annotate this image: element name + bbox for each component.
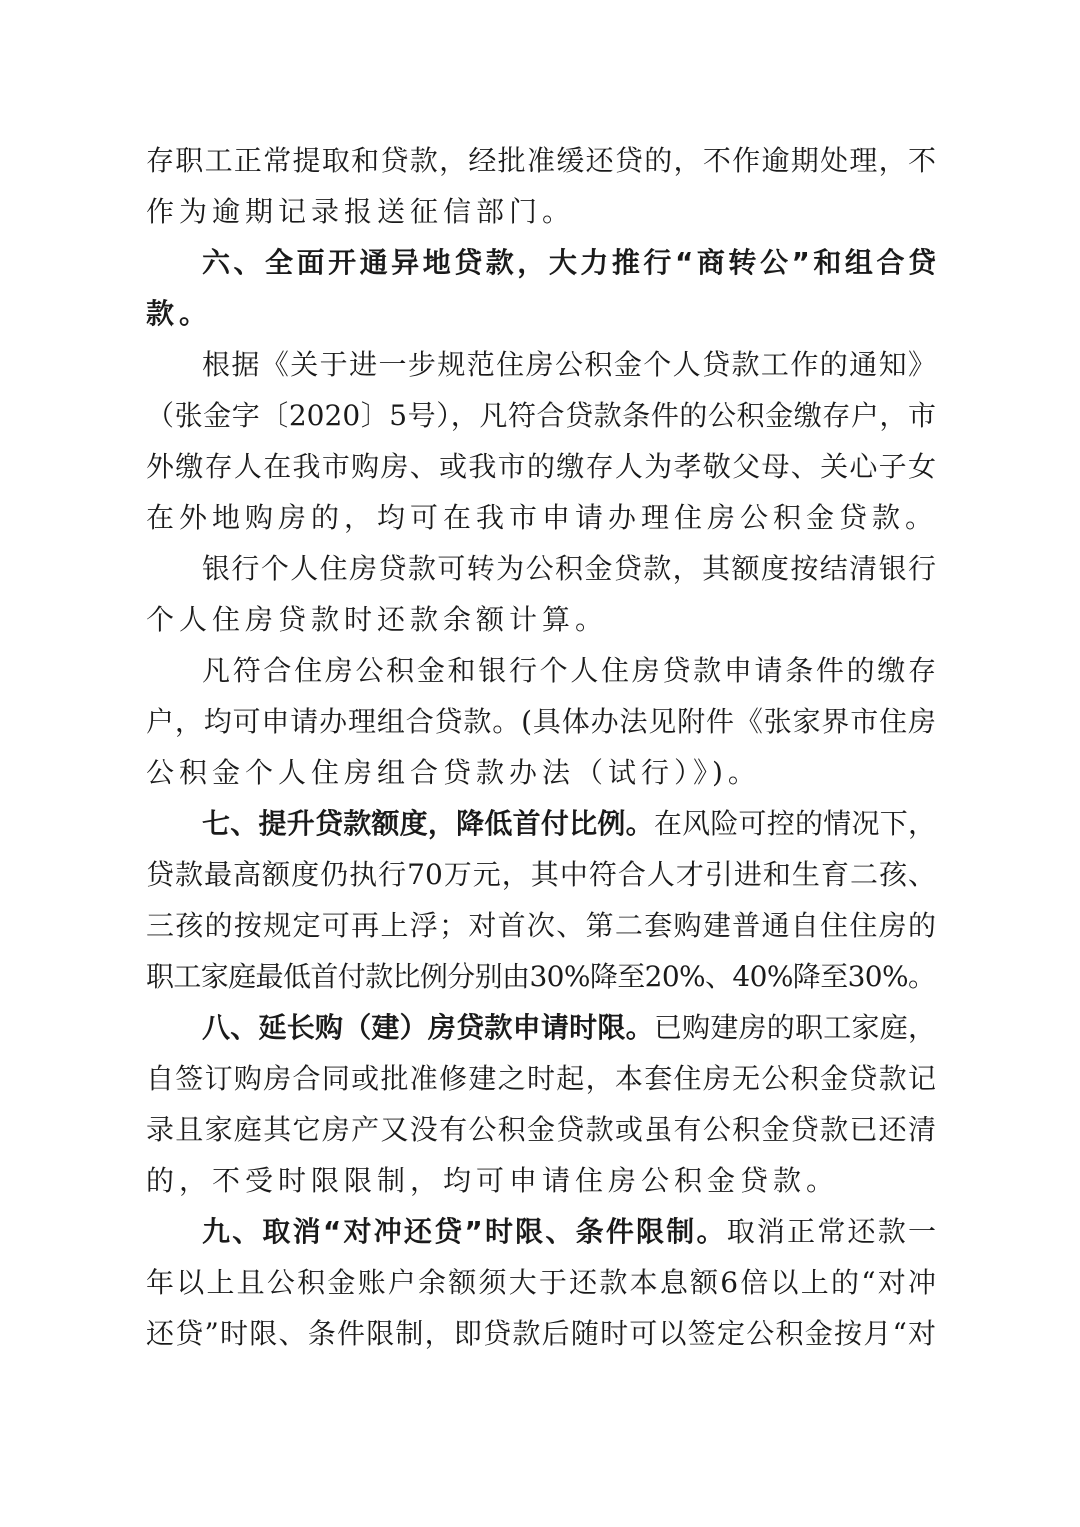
text-line: 的，不受时限限制，均可申请住房公积金贷款。 [146, 1164, 840, 1197]
section-heading: 六、全面开通异地贷款，大力推行“商转公”和组合贷 [202, 246, 936, 279]
text-line: 个人住房贷款时还款余额计算。 [146, 603, 609, 636]
text-line: 在外地购房的，均可在我市申请办理住房公积金贷款。 [146, 501, 939, 534]
text-line: 录且家庭其它房产又没有公积金贷款或虽有公积金贷款已还清 [146, 1113, 936, 1146]
text-line: 户，均可申请办理组合贷款。(具体办法见附件《张家界市住房 [146, 705, 936, 738]
text-line: 作为逾期记录报送征信部门。 [146, 195, 576, 228]
text-line: 三孩的按规定可再上浮；对首次、第二套购建普通自住住房的 [146, 909, 936, 942]
text-line: 外缴存人在我市购房、或我市的缴存人为孝敬父母、关心子女 [146, 450, 936, 483]
section-heading-line: 九、取消“对冲还贷”时限、条件限制。取消正常还款一 [202, 1215, 936, 1248]
text-line: （张金字〔2020〕5号），凡符合贷款条件的公积金缴存户，市 [146, 399, 936, 432]
text-line: 凡符合住房公积金和银行个人住房贷款申请条件的缴存 [202, 654, 936, 687]
section-heading: 款。 [146, 297, 213, 330]
text-line: 根据《关于进一步规范住房公积金个人贷款工作的通知》 [202, 348, 936, 381]
text-line: 银行个人住房贷款可转为公积金贷款，其额度按结清银行 [202, 552, 936, 585]
text-line: 职工家庭最低首付款比例分别由30%降至20%、40%降至30%。 [146, 960, 936, 993]
text-line: 公积金个人住房组合贷款办法（试行）》)。 [146, 756, 761, 789]
text-line: 年以上且公积金账户余额须大于还款本息额6倍以上的“对冲 [146, 1266, 936, 1299]
section-heading-line: 八、延长购（建）房贷款申请时限。已购建房的职工家庭， [202, 1011, 936, 1044]
text-line: 贷款最高额度仍执行70万元，其中符合人才引进和生育二孩、 [146, 858, 936, 891]
text-line: 还贷”时限、条件限制，即贷款后随时可以签定公积金按月“对 [146, 1317, 936, 1350]
text-line: 存职工正常提取和贷款，经批准缓还贷的，不作逾期处理，不 [146, 144, 936, 177]
text-line: 自签订购房合同或批准修建之时起，本套住房无公积金贷款记 [146, 1062, 936, 1095]
section-heading-line: 七、提升贷款额度，降低首付比例。在风险可控的情况下， [202, 807, 936, 840]
